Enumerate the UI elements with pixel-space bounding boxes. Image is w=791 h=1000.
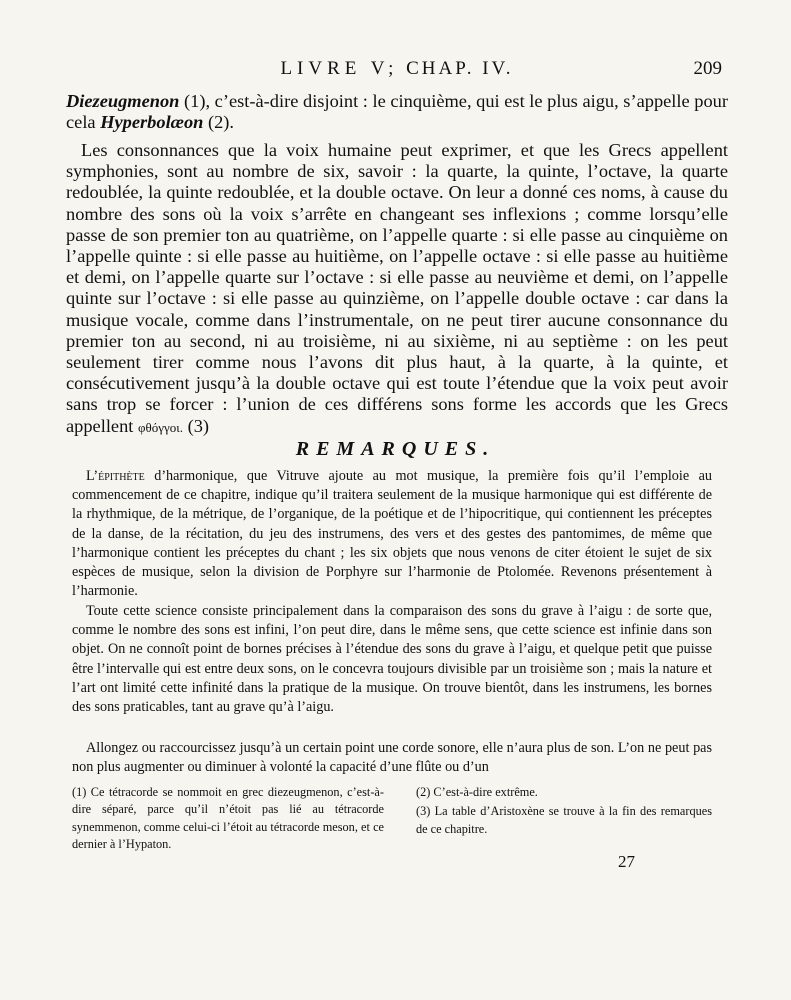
footnote-2: (2) C’est-à-dire extrême. — [416, 785, 538, 799]
remark-lead-word: L’épithète — [86, 468, 145, 484]
paragraph-2-end: (3) — [182, 415, 210, 436]
paragraph-2 — [66, 140, 728, 438]
chapter-title: CHAP. IV. — [406, 58, 514, 79]
remark-1-text: d’harmonique, que Vitruve ajoute au mot musique, la première fois qu’il l’emploie au commencement de ce chapitre, indique qu’il traitera seulement de la musique harmonique qui est différente de la rhythmique, de la métrique, de l’organique, de la poétique et de l’hipocritique, qui contiennent les préceptes de la danse, de la récitation, du jeu des instrumens, des vers et des gestes des pantomimes, de même que l’harmonique contient les préceptes du chant ; les six objets que nous venons de citer étoient le sujet de six espèces de musique, selon la division de Porphyre sur l’harmonie de Ptolomée. Revenons présentement à l’harmonie. — [72, 468, 712, 600]
footnote-3: (3) La table d’Aristoxène se trouve à la fin des remarques de ce chapitre. — [416, 804, 712, 836]
footnotes — [72, 784, 712, 854]
paragraph-1-text: (1), c’est-à-dire disjoint : le cinquième, qui est le plus aigu, s’appelle pour cela — [66, 91, 728, 133]
term-diezeugmenon: Diezeugmenon — [66, 91, 180, 111]
remark-2-text: Toute cette science consiste principalement dans la comparaison des sons du grave à l’aigu : de sorte que, comme le nombre des sons est infini, l’on peut dire, dans le même sens, que cette science est infinie dans son objet. On ne connoît point de bornes précises à l’étendue des sons du grave à l’aigu, et quelque petit que puisse être l’intervalle qui est entre deux sons, on le concevra toujours divisible par un troisième son ; mais la nature et l’art ont limité cette infinité dans la pratique de la musique. On trouve bientôt, dans les instrumens, les bornes des sons praticables, tant au grave qu’à l’aigu. — [72, 603, 712, 716]
running-head — [72, 58, 722, 80]
footnote-1: (1) Ce tétracorde se nommoit en grec diezeugmenon, c’est-à-dire séparé, parce qu’il n’étoit pas lié au tétracorde synemmenon, comme celui-ci l’étoit au tétracorde meson, et ce dernier à l’Hypaton. — [72, 785, 384, 852]
signature-mark: 27 — [618, 852, 635, 871]
paragraph-2-text: Les consonnances que la voix humaine peut exprimer, et que les Grecs appellent symphonies, sont au nombre de six, savoir : la quarte, la quinte, l’octave, la quarte redoublée, la quinte redoublée, et la double octave. On leur a donné ces noms, à cause du nombre des sons où la voix s’arrête en changeant ses inflexions ; comme lorsqu’elle passe de son premier ton au quatrième, on l’appelle quarte : si elle passe au cinquième on l’appelle quinte : si elle passe au huitième, on l’appelle octave : si elle passe au huitième et demi, on l’appelle quarte sur l’octave : si elle passe au neuvième et demi, on l’appelle quinte sur l’octave : si elle passe au quinzième, on l’appelle double octave : car dans la musique vocale, comme dans l’instrumentale, on ne peut tirer aucune consonnance du premier ton au second, ni au troisième, ni au sixième, ni au septième : on les peut seulement tirer comme nous l’avons dit plus haut, à la quarte, à la quinte, et consécutivement jusqu’à la double octave qui est toute l’étendue que la voix peut avoir sans trop se forcer : l’union de ces différens sons forme les accords que les Grecs appellent — [66, 140, 728, 436]
paragraph-1-end: (2). — [203, 112, 235, 133]
paragraph-1 — [66, 91, 728, 133]
page-header — [72, 58, 722, 86]
remarques-heading: REMARQUES. — [295, 438, 496, 460]
footnotes-right-column — [416, 784, 712, 840]
book-title: LIVRE V; — [280, 58, 399, 79]
term-hyperbolaeon: Hyperbolæon — [100, 112, 204, 133]
remark-paragraph-3 — [72, 739, 712, 777]
greek-word: φθόγγοι. — [138, 419, 183, 435]
remark-paragraph-1 — [72, 467, 712, 601]
remark-3-text: Allongez ou raccourcissez jusqu’à un certain point une corde sonore, elle n’aura plus de son. L’on ne peut pas non plus augmenter ou diminuer à volonté la capacité d’une flûte ou d’un — [72, 740, 712, 776]
page-number: 209 — [693, 58, 722, 79]
remark-paragraph-2 — [72, 602, 712, 717]
